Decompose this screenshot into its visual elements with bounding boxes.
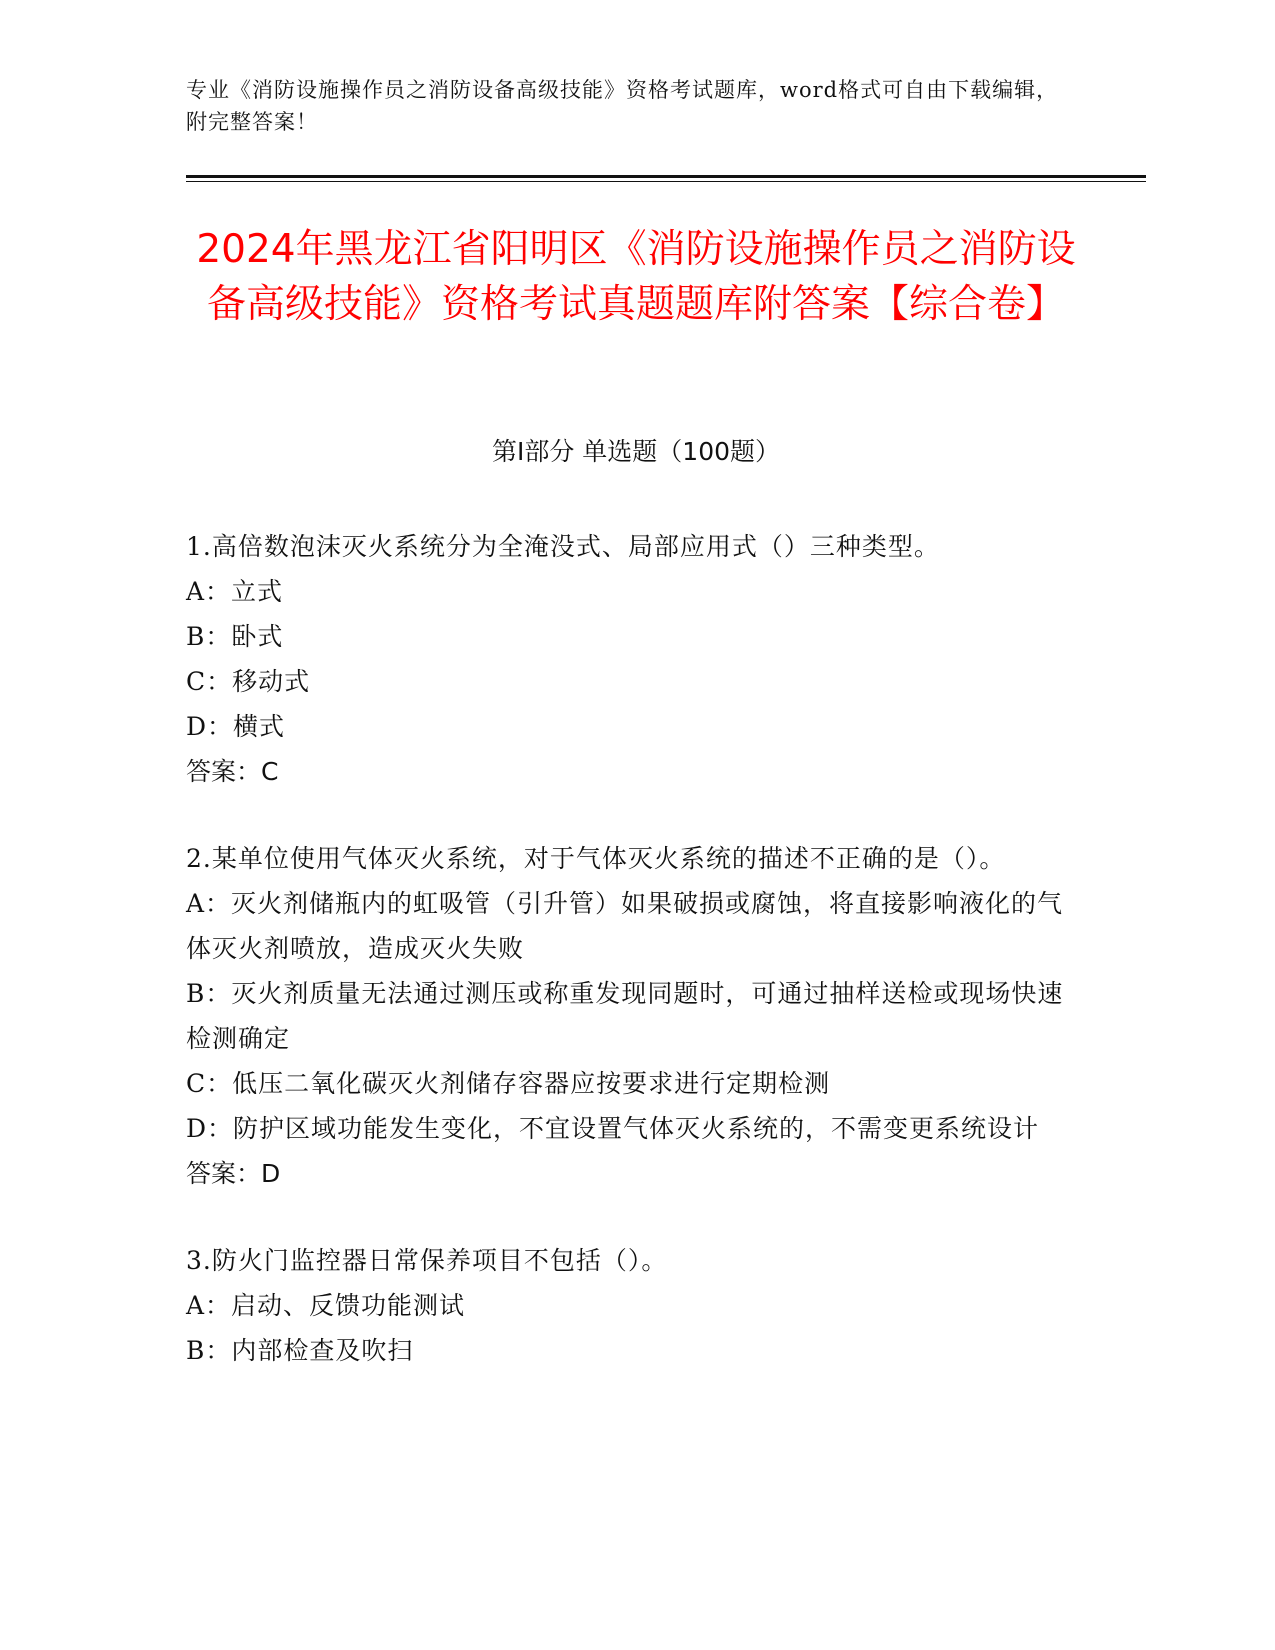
question-list xyxy=(186,524,1066,1415)
option-a: A：立式 xyxy=(186,577,284,606)
section-title: 第Ⅰ部分 单选题（100题） xyxy=(491,437,781,466)
option-d: D：防护区域功能发生变化，不宜设置气体灭火系统的，不需变更系统设计 xyxy=(186,1114,1040,1143)
header-divider-thin xyxy=(186,181,1146,182)
question-stem: 3.防火门监控器日常保养项目不包括（）。 xyxy=(186,1246,668,1275)
answer: 答案：C xyxy=(186,757,279,786)
answer: 答案：D xyxy=(186,1159,281,1188)
option-d: D：横式 xyxy=(186,712,286,741)
question-stem: 1.高倍数泡沫灭火系统分为全淹没式、局部应用式（）三种类型。 xyxy=(186,532,940,561)
question-stem: 2.某单位使用气体灭火系统，对于气体灭火系统的描述不正确的是（）。 xyxy=(186,844,1006,873)
option-c: C：低压二氧化碳灭火剂储存容器应按要求进行定期检测 xyxy=(186,1069,831,1098)
question-1 xyxy=(186,524,1066,794)
option-b: B：内部检查及吹扫 xyxy=(186,1336,414,1365)
option-b: B：卧式 xyxy=(186,622,284,651)
option-b: B：灭火剂质量无法通过测压或称重发现同题时，可通过抽样送检或现场快速检测确定 xyxy=(186,979,1064,1053)
option-c: C：移动式 xyxy=(186,667,311,696)
document-title: 2024年黑龙江省阳明区《消防设施操作员之消防设备高级技能》资格考试真题题库附答案【综合卷】 xyxy=(196,227,1076,327)
header-divider-thick xyxy=(186,175,1146,178)
option-a: A：启动、反馈功能测试 xyxy=(186,1291,466,1320)
option-a: A：灭火剂储瓶内的虹吸管（引升管）如果破损或腐蚀，将直接影响液化的气体灭火剂喷放，造成灭火失败 xyxy=(186,889,1064,963)
question-3 xyxy=(186,1238,1066,1373)
header-note: 专业《消防设施操作员之消防设备高级技能》资格考试题库，word格式可自由下载编辑，附完整答案！ xyxy=(186,78,1059,134)
question-2 xyxy=(186,836,1066,1196)
